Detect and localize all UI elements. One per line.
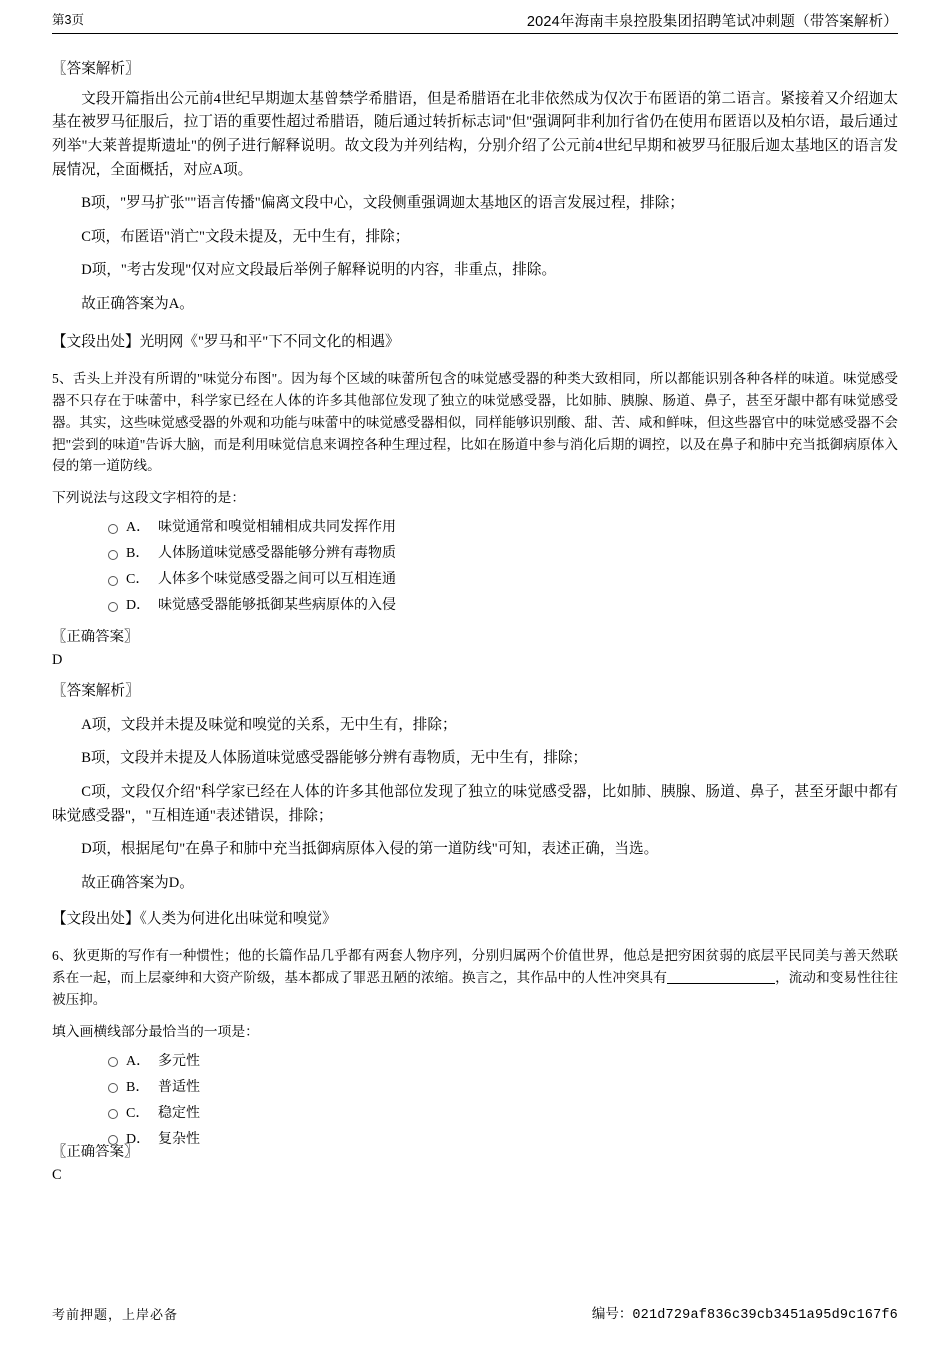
q6-option-c-letter: C． [126,1105,150,1121]
q5-option-b-text: 人体肠道味觉感受器能够分辨有毒物质 [158,546,396,562]
q5-option-a-text: 味觉通常和嗅觉相辅相成共同发挥作用 [158,520,396,536]
q5-option-b[interactable] [108,542,898,568]
footer-code-label: 编号： [591,1306,633,1321]
q6-option-a-letter: A． [126,1053,151,1069]
q5-answer-value: D [52,651,63,668]
q5-stem: 5、舌头上并没有所谓的"味觉分布图"。因为每个区域的味蕾所包含的味觉感受器的种类大致相同，所以都能识别各种各样的味道。味觉感受器不只存在于味蕾中，科学家已经在人体的许多其他部位发现了独立的味觉感受器，比如肺、胰腺、肠道、鼻子，甚至牙龈中都有味觉感受器。其实，这些味觉感受器的外观和功能与味蕾中的味觉感受器相似，同样能够识别酸、甜、苦、咸和鲜味，但这些器官中的味觉感受器不会把"尝到的味道"告诉大脑，而是利用味觉信息来调控各种生理过程，比如在肠道中参与消化后期的调控，以及在鼻子和肺中充当抵御病原体入侵的第一道防线。 [52,371,898,474]
q6-option-a[interactable] [108,1049,898,1075]
q4-source: 【文段出处】光明网《"罗马和平"下不同文化的相遇》 [52,333,400,350]
q6-stem [52,945,898,1010]
q5-answer-label: 〖正确答案〗 [52,628,139,645]
q4-analysis-p5: 故正确答案为A。 [81,296,194,313]
q6-blank [667,983,775,984]
q5-analysis-p1: A项，文段并未提及味觉和嗅觉的关系，无中生有，排除； [81,716,457,733]
q6-option-c-text: 稳定性 [158,1105,200,1121]
q5-option-c[interactable] [108,568,898,594]
q5-option-a-letter: A． [126,520,151,536]
page-content [52,34,898,1188]
q6-ask: 填入画横线部分最恰当的一项是： [52,1023,259,1039]
q6-option-d-text: 复杂性 [158,1131,200,1147]
q5-analysis-heading: 〖答案解析〗 [52,683,140,700]
radio-icon[interactable] [108,1083,118,1093]
q4-analysis-p1: 文段开篇指出公元前4世纪早期迦太基曾禁学希腊语，但是希腊语在北非依然成为仅次于布匿语的第二语言。紧接着又介绍迦太基在被罗马征服后，拉丁语的重要性超过希腊语，随后通过转折标志词"但"强调阿非利加行省仍在使用布匿语以及柏尔语，最后通过列举"大莱普提斯遗址"的例子进行解释说明。故文段为并列结构，分别介绍了公元前4世纪早期和被罗马征服后迦太基地区的语言发展情况，全面概括，对应A项。 [52,90,898,178]
q5-option-b-letter: B． [126,546,150,562]
header-divider [52,33,898,34]
page-footer [52,1302,898,1323]
radio-icon[interactable] [108,550,118,560]
q5-option-d[interactable] [108,594,898,620]
q6-option-b-letter: B． [126,1079,150,1095]
q5-option-c-letter: C． [126,572,150,588]
footer-slogan: 考前押题，上岸必备 [52,1307,179,1322]
q5-source: 【文段出处】《人类为何进化出味觉和嗅觉》 [52,910,337,927]
q5-ask: 下列说法与这段文字相符的是： [52,490,246,506]
q5-analysis-p2: B项，文段并未提及人体肠道味觉感受器能够分辨有毒物质，无中生有，排除； [81,750,588,767]
q4-analysis-heading: 〖答案解析〗 [52,61,140,77]
q4-analysis-p2: B项，"罗马扩张""语言传播"偏离文段中心，文段侧重强调迦太基地区的语言发展过程，排除； [81,195,684,212]
q6-option-c[interactable] [108,1101,898,1127]
q5-analysis-p4: D项，根据尾句"在鼻子和肺中充当抵御病原体入侵的第一道防线"可知，表述正确，当选。 [81,841,659,858]
footer-code-value: 021d729af836c39cb3451a95d9c167f6 [632,1308,898,1323]
q5-options [52,516,898,620]
q5-option-d-letter: D． [126,598,151,614]
document-title: 2024年海南丰泉控股集团招聘笔试冲刺题（带答案解析） [526,14,898,30]
q5-analysis-p5: 故正确答案为D。 [81,875,194,891]
page-number: 第3页 [52,13,84,27]
q6-option-d-letter: D． [126,1131,151,1147]
q6-answer-label: 〖正确答案〗 [52,1143,139,1160]
q5-option-d-text: 味觉感受器能够抵御某些病原体的入侵 [158,598,396,614]
q6-option-b[interactable] [108,1075,898,1101]
q6-options [52,1049,898,1153]
page-header [52,0,898,34]
q4-analysis-p3: C项，布匿语"消亡"文段未提及，无中生有，排除； [81,228,410,245]
q5-option-c-text: 人体多个味觉感受器之间可以互相连通 [158,572,396,588]
footer-code [592,1302,898,1323]
q5-option-a[interactable] [108,516,898,542]
q4-analysis-p4: D项，"考古发现"仅对应文段最后举例子解释说明的内容，非重点，排除。 [81,262,557,279]
q6-option-a-text: 多元性 [158,1053,200,1069]
q6-option-b-text: 普适性 [158,1079,200,1095]
q6-stem-after: ，流动和变易性往往被压抑。 [52,970,898,1007]
q6-answer-value: C [52,1167,62,1184]
radio-icon[interactable] [108,524,118,534]
radio-icon[interactable] [108,602,118,612]
radio-icon[interactable] [108,1109,118,1119]
q6-stem-before: 6、狄更斯的写作有一种惯性；他的长篇作品几乎都有两套人物序列，分别归属两个价值世界，他总是把穷困贫弱的底层平民同美与善天然联系在一起，而上层豪绅和大资产阶级，基本都成了罪恶丑陋的浓缩。换言之，其作品中的人性冲突具有 [52,948,898,986]
q5-analysis-p3: C项，文段仅介绍"科学家已经在人体的许多其他部位发现了独立的味觉感受器，比如肺、胰腺、肠道、鼻子，甚至牙龈中都有味觉感受器"，"互相连通"表述错误，排除； [52,784,898,824]
radio-icon[interactable] [108,576,118,586]
radio-icon[interactable] [108,1057,118,1067]
